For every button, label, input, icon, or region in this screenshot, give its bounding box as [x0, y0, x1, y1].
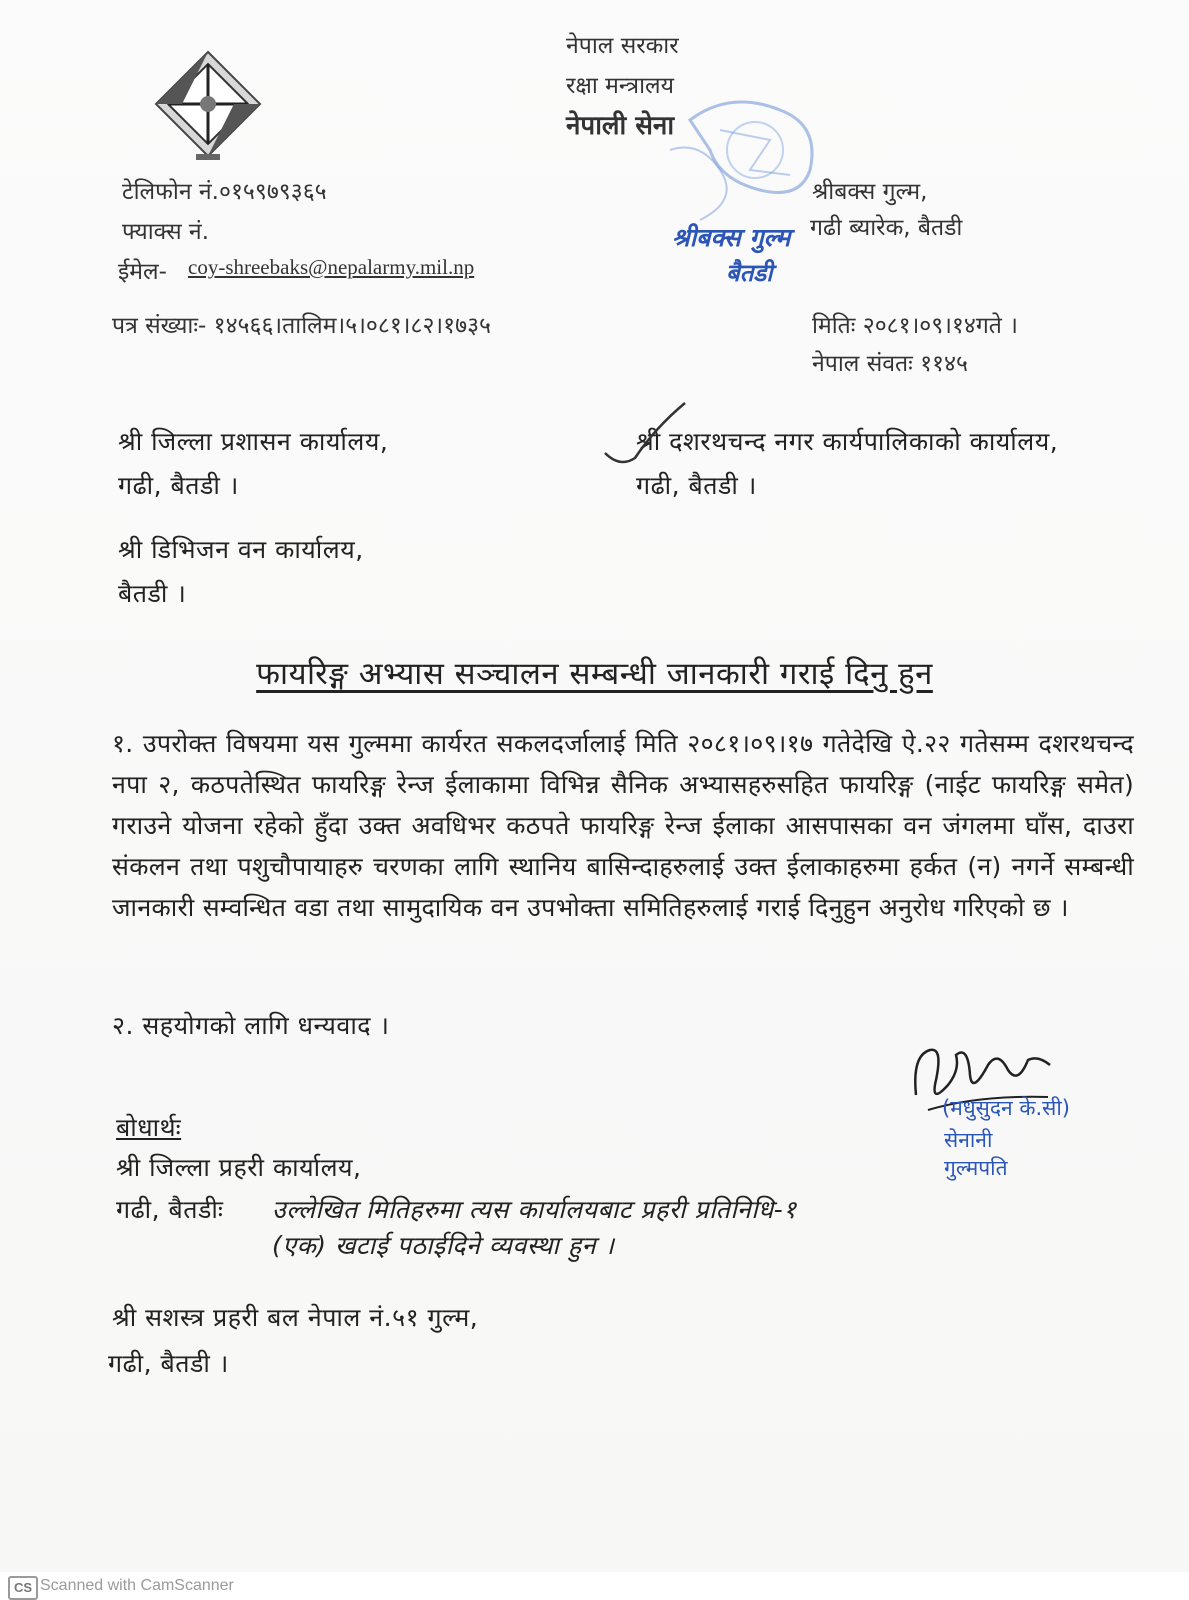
header-army: नेपाली सेना [566, 111, 675, 141]
letter-subject: फायरिङ्ग अभ्यास सञ्चालन सम्बन्धी जानकारी गराई दिनु हुन [256, 656, 933, 692]
header-ministry: रक्षा मन्त्रालय [566, 73, 674, 99]
signatory-name: (मधुसुदन के.सी) [942, 1096, 1070, 1120]
camscanner-logo-icon: CS [8, 1576, 38, 1600]
signatory-post: गुल्मपति [944, 1156, 1008, 1180]
header-unit: श्रीबक्स गुल्म, [812, 179, 928, 205]
recipient-1-name: श्री जिल्ला प्रशासन कार्यालय, [118, 427, 389, 456]
cc-2-address: गढी, बैतडी । [108, 1349, 229, 1378]
header-unit-place: गढी ब्यारेक, बैतडी [810, 215, 963, 241]
scanner-watermark: Scanned with CamScanner [40, 1577, 234, 1594]
cc-1-note-line-2: (एक) खटाई पठाईदिने व्यवस्था हुन । [272, 1231, 615, 1260]
cc-2-name: श्री सशस्त्र प्रहरी बल नेपाल नं.५१ गुल्म, [112, 1303, 479, 1332]
nepal-army-emblem-icon [148, 48, 268, 166]
body-paragraph-1: १. उपरोक्त विषयमा यस गुल्ममा कार्यरत सकलदर्जालाई मिति २०८१।०९।१७ गतेदेखि ऐ.२२ गतेसम्म दशरथचन्द नपा २, कठपतेस्थित फायरिङ्ग रेन्ज ईलाकामा विभिन्न सैनिक अभ्यासहरुसहित फायरिङ्ग (नाईट फायरिङ्ग समेत) गराउने योजना रहेको हुँदा उक्त अवधिभर कठपते फायरिङ्ग रेन्ज ईलाका आसपासका वन जंगलमा घाँस, दाउरा संकलन तथा पशुचौपायाहरु चरणका लागि स्थानिय बासिन्दाहरुलाई उक्त ईलाकाहरुमा हर्कत (न) नगर्ने सम्बन्धी जानकारी सम्वन्धित वडा तथा सामुदायिक वन उपभोक्ता समितिहरुलाई गराई दिनुहुन अनुरोध गरिएको छ । [112, 729, 1134, 922]
header-gov: नेपाल सरकार [566, 33, 679, 59]
signatory-rank: सेनानी [944, 1128, 993, 1152]
letter-number: पत्र संख्याः- १४५६६।तालिम।५।०८१।८२।१७३५ [112, 313, 491, 339]
letter-date: मितिः २०८१।०९।१४गते । [812, 313, 1018, 339]
recipient-2-address: गढी, बैतडी । [636, 471, 757, 500]
fax-number: फ्याक्स नं. [122, 219, 210, 245]
stamp-graphic-icon [660, 80, 890, 300]
recipient-2-name: श्री दशरथचन्द नगर कार्यपालिकाको कार्यालय, [636, 427, 1059, 456]
phone-number: टेलिफोन नं.०१५९७९३६५ [122, 179, 327, 205]
stamp-text-place: बैतडी [726, 259, 773, 287]
recipient-3-name: श्री डिभिजन वन कार्यालय, [118, 535, 364, 564]
cc-1-note-line-1: उल्लेखित मितिहरुमा त्यस कार्यालयबाट प्रहरी प्रतिनिधि-१ [272, 1195, 797, 1224]
cc-1-address: गढी, बैतडीः [116, 1195, 224, 1224]
cc-1-name: श्री जिल्ला प्रहरी कार्यालय, [116, 1153, 362, 1182]
nepal-samvat: नेपाल संवतः ११४५ [812, 351, 968, 377]
recipient-1-address: गढी, बैतडी । [118, 471, 239, 500]
body-paragraph-2: २. सहयोगको लागि धन्यवाद । [112, 1011, 390, 1040]
stamp-text-unit: श्रीबक्स गुल्म [672, 223, 791, 252]
email-label: ईमेल- [118, 259, 167, 285]
cc-label: बोधार्थः [116, 1113, 182, 1142]
pen-tick-icon [600, 398, 690, 478]
email-address: coy-shreebaks@nepalarmy.mil.np [188, 255, 475, 279]
office-stamp [660, 80, 890, 300]
recipient-3-address: बैतडी । [118, 579, 187, 608]
